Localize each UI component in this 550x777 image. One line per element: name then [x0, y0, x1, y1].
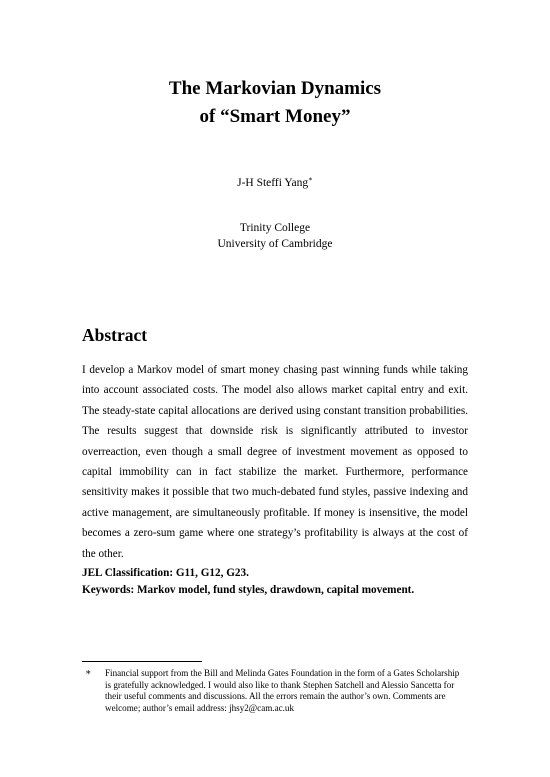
affiliation-university: University of Cambridge	[217, 238, 333, 250]
author-name: J-H Steffi Yang	[237, 177, 309, 189]
abstract-heading: Abstract	[82, 325, 148, 345]
jel-classification: JEL Classification: G11, G12, G23.	[82, 567, 249, 579]
footnote-text: Financial support from the Bill and Melinda Gates Foundation in the form of a Gates Scholarship is gratefully acknowledged. I would also like to thank Stephen Satchell and Alessio Sancetta for their useful comments and discussions. All the errors remain the author’s own. Comments are welcome; author’s email address: jhsy2@cam.ac.uk	[105, 668, 460, 713]
abstract-body: I develop a Markov model of smart money chasing past winning funds while taking into account associated costs. The model also allows market capital entry and exit. The steady-state capital allocations are derived using constant transition probabilities. The results suggest that downside risk is significantly attributed to investor overreaction, even though a small degree of investment movement as opposed to capital immobility can in fact stabilize the market. Furthermore, performance sensitivity makes it possible that two much-debated fund styles, passive indexing and active management, are simultaneously profitable. If money is insensitive, the model becomes a zero-sum game where one strategy’s profitability is always at the cost of the other.	[82, 364, 468, 560]
author-line	[0, 176, 550, 191]
footnote-marker: ∗	[85, 668, 92, 678]
keywords: Keywords: Markov model, fund styles, drawdown, capital movement.	[82, 584, 415, 596]
paper-title-line-2: of “Smart Money”	[199, 106, 351, 127]
footnote-divider	[82, 661, 202, 662]
author-footnote-marker: ∗	[308, 175, 313, 183]
affiliation-college: Trinity College	[239, 222, 311, 234]
paper-title-line-1: The Markovian Dynamics	[168, 78, 382, 99]
